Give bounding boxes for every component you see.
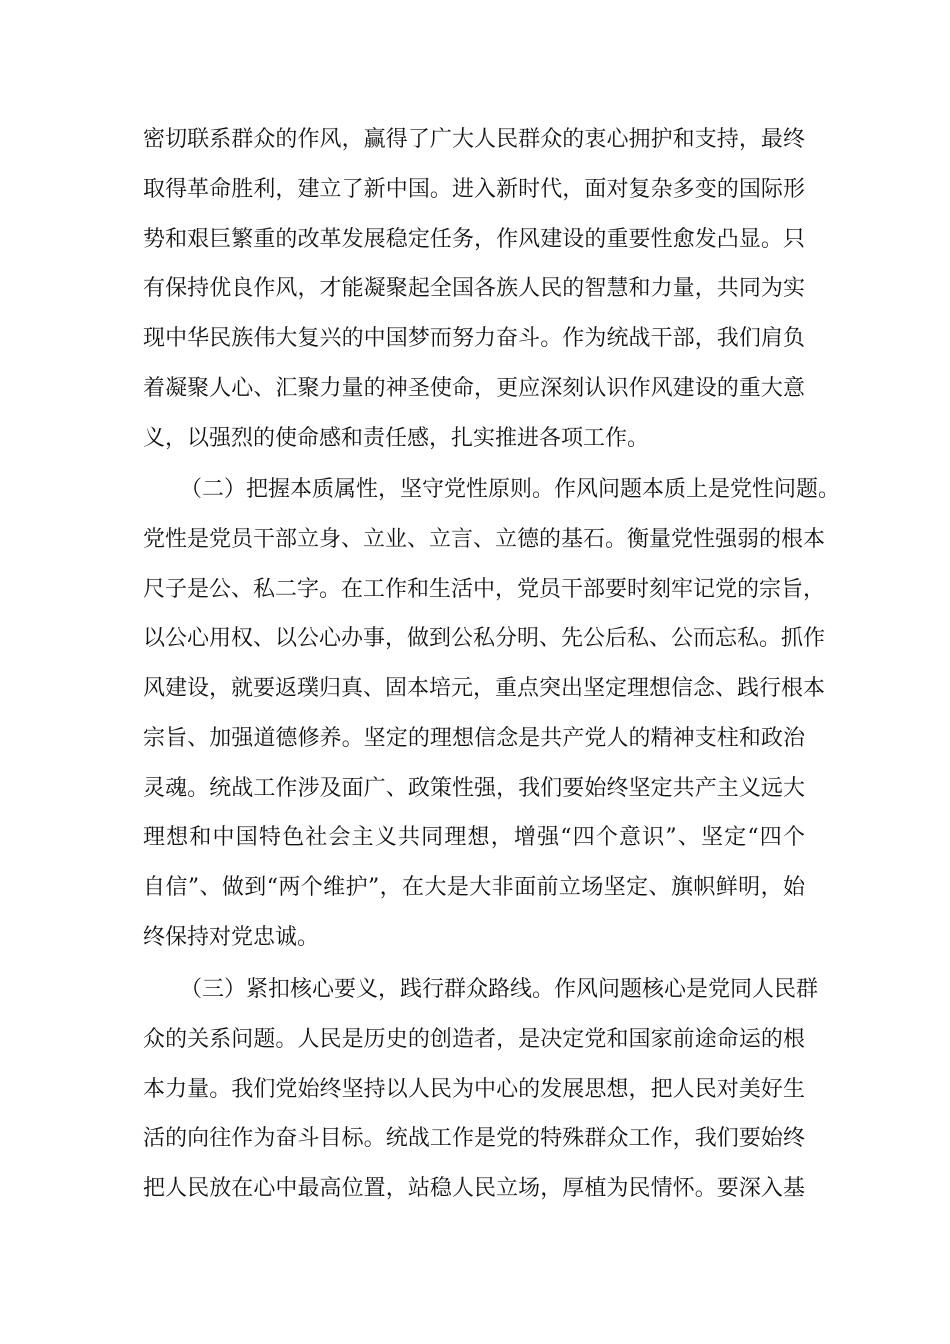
text-line: 势和艰巨繁重的改革发展稳定任务，作风建设的重要性愈发凸显。只 bbox=[143, 226, 805, 252]
text-line: 尺子是公、私二字。在工作和生活中，党员干部要时刻牢记党的宗旨， bbox=[143, 576, 826, 602]
text-line: 终保持对党忠诚。 bbox=[143, 924, 320, 950]
section-heading-line: （二）把握本质属性，坚守党性原则。作风问题本质上是党性问题。 bbox=[180, 477, 841, 502]
text-line: 风建设，就要返璞归真、固本培元，重点突出坚定理想信念、践行根本 bbox=[143, 676, 826, 701]
paragraph-3 bbox=[143, 965, 819, 1214]
text-line: 取得革命胜利，建立了新中国。进入新时代，面对复杂多变的国际形 bbox=[143, 176, 805, 202]
text-line: 以公心用权、以公心办事，做到公私分明、先公后私、公而忘私。抓作 bbox=[143, 626, 826, 652]
paragraph-2 bbox=[143, 465, 841, 963]
text-line: 本力量。我们党始终坚持以人民为中心的发展思想，把人民对美好生 bbox=[143, 1076, 805, 1102]
paragraph-1 bbox=[143, 115, 805, 463]
text-line: 密切联系群众的作风，赢得了广大人民群众的衷心拥护和支持，最终 bbox=[143, 127, 805, 152]
text-line: 义，以强烈的使命感和责任感，扎实推进各项工作。 bbox=[143, 425, 650, 451]
text-line: 把人民放在心中最高位置，站稳人民立场，厚植为民情怀。要深入基 bbox=[143, 1176, 805, 1201]
section-heading-line: （三）紧扣核心要义，践行群众路线。作风问题核心是党同人民群 bbox=[180, 977, 819, 1002]
text-line: 宗旨、加强道德修养。坚定的理想信念是共产党人的精神支柱和政治 bbox=[143, 725, 805, 751]
text-line: 众的关系问题。人民是历史的创造者，是决定党和国家前途命运的根 bbox=[143, 1026, 805, 1052]
text-line: 活的向往作为奋斗目标。统战工作是党的特殊群众工作，我们要始终 bbox=[143, 1126, 805, 1152]
text-line: 着凝聚人心、汇聚力量的神圣使命，更应深刻认识作风建设的重大意 bbox=[143, 375, 805, 401]
text-line: 现中华民族伟大复兴的中国梦而努力奋斗。作为统战干部，我们肩负 bbox=[143, 326, 805, 351]
text-line: 自信”、做到“两个维护”，在大是大非面前立场坚定、旗帜鲜明，始 bbox=[143, 875, 805, 900]
text-line: 理想和中国特色社会主义共同理想，增强“四个意识”、坚定“四个 bbox=[143, 825, 805, 851]
text-line: 灵魂。统战工作涉及面广、政策性强，我们要始终坚定共产主义远大 bbox=[143, 775, 805, 801]
text-line: 党性是党员干部立身、立业、立言、立德的基石。衡量党性强弱的根本 bbox=[143, 526, 826, 552]
text-line: 有保持优良作风，才能凝聚起全国各族人民的智慧和力量，共同为实 bbox=[143, 276, 805, 302]
